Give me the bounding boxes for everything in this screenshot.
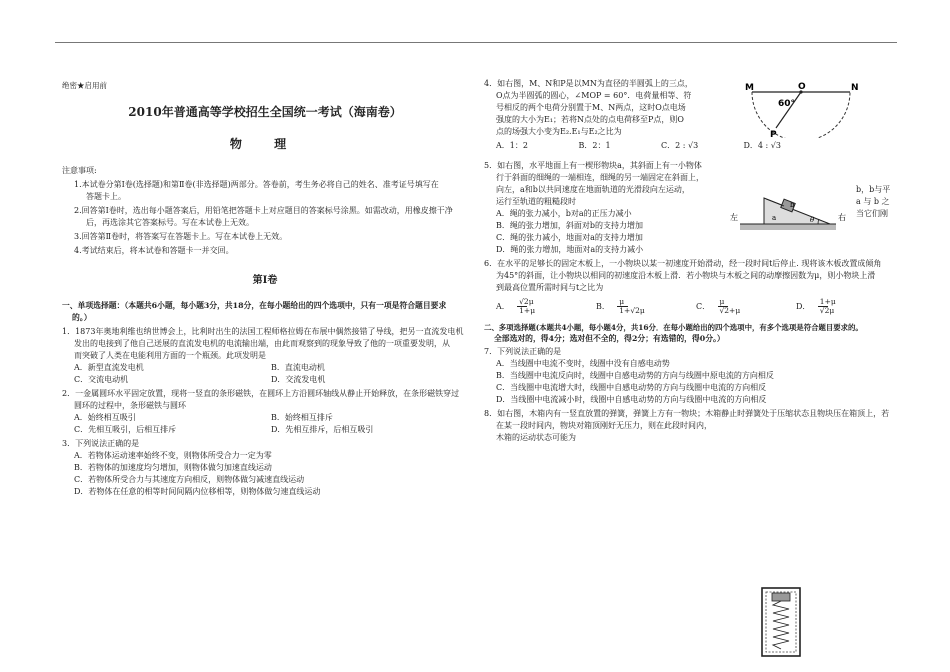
option: D．交流发电机 xyxy=(271,374,326,384)
note-item: 1.本试卷分第Ⅰ卷(选择题)和第Ⅱ卷(非选择题)两部分。答卷前，考生务必将自己的姓名、准考证号填写在 答题卡上。 xyxy=(74,180,439,202)
wedge-figure xyxy=(726,190,854,234)
option: C． $\frac{\mu}{√2+\mu}$ xyxy=(696,297,741,316)
question-5: 5．如右图，水平地面上有一楔形物块a，其斜面上有一小物体 行于斜面的细绳的一端相连，细绳的另一端固定在斜面上， 向左，a和b以共同速度在地面轨道的光滑段向左运动， 运行至轨道的粗糙段时 xyxy=(484,161,704,206)
option: B．当线圈中电流反向时，线圈中自感电动势的方向与线圈中原电流的方向相反 xyxy=(496,371,774,381)
note-item: 3.回答第Ⅱ卷时，将答案写在答题卡上。写在本试卷上无效。 xyxy=(74,232,288,242)
notes-title: 注意事项: xyxy=(62,166,97,176)
question-2: 2．一金属圆环水平固定放置，现将一竖直的条形磁铁，在圆环上方沿圆环轴线从静止开始释放，在条形磁铁穿过 圆环的过程中，条形磁铁与圆环 A．始终相互吸引 B．始终相互排斥 C．先相互吸引，后相互排斥 D．先相互排斥，后相互吸引 xyxy=(62,388,468,436)
question-4-options xyxy=(484,140,826,152)
section-one-heading: 一、单项选择题：（本题共6小题，每小题3分，共18分，在每小题给出的四个选项中，只有一项是符合题目要求 xyxy=(62,301,447,311)
subject-title: 物 理 xyxy=(229,137,301,152)
note-item: 4.考试结束后，将本试卷和答题卡一并交回。 xyxy=(74,246,234,256)
secret-mark: 绝密★启用前 xyxy=(62,81,107,90)
option: D．当线圈中电流减小时，线圈中自感电动势的方向与线圈中电流的方向相反 xyxy=(496,395,767,405)
option: B．绳的张力增加，斜面对b的支持力增加 xyxy=(496,221,643,230)
radius-op xyxy=(776,92,801,128)
option: B．若物体的加速度均匀增加，则物体做匀加速直线运动 xyxy=(74,462,272,472)
label-a: a xyxy=(772,214,777,222)
question-6-options xyxy=(484,298,896,316)
option: A．若物体运动速率始终不变，则物体所受合力一定为零 xyxy=(74,450,272,460)
label-o: O xyxy=(798,82,806,92)
left-column xyxy=(62,68,468,498)
option: A．1：2 xyxy=(496,141,528,150)
question-5-side-text: b，b与平 a 与 b 之 当它们刚 xyxy=(856,185,891,218)
semicircle-arc xyxy=(752,92,850,138)
block xyxy=(772,593,790,601)
option: D．绳的张力增加，地面对a的支持力减小 xyxy=(496,245,644,254)
option: A．当线圈中电流不变时，线圈中没有自感电动势 xyxy=(496,359,670,369)
question-8: 8．如右图，木箱内有一竖直放置的弹簧，弹簧上方有一物块；木箱静止时弹簧处于压缩状态且物块压在箱顶上，若 在某一段时间内，物块对箱顶刚好无压力，则在此段时间内， 木箱的运动状态可能为 xyxy=(484,409,890,443)
box-spring-figure xyxy=(760,586,802,658)
label-left: 左 xyxy=(730,213,738,222)
header-rule xyxy=(55,42,897,43)
option: C．先相互吸引，后相互排斥 xyxy=(74,424,177,434)
option: A． $\frac{√2\mu}{1+\mu}$ xyxy=(496,297,536,316)
option: C．当线圈中电流增大时，线圈中自感电动势的方向与线圈中电流的方向相反 xyxy=(496,383,767,393)
option: C．绳的张力减小，地面对a的支持力增加 xyxy=(496,233,643,242)
option: B．始终相互排斥 xyxy=(271,412,333,422)
option: A．绳的张力减小，b对a的正压力减小 xyxy=(496,209,632,218)
option: D． $\frac{1+\mu}{√2\mu}$ xyxy=(796,297,836,316)
part-one-title: 第Ⅰ卷 xyxy=(252,275,278,287)
label-p: P xyxy=(770,130,777,138)
option: D．若物体在任意的相等时间间隔内位移相等，则物体做匀速直线运动 xyxy=(74,486,321,496)
label-n: N xyxy=(851,83,859,93)
option: A．新型直流发电机 xyxy=(74,362,144,372)
section-two-heading: 二、多项选择题(本题共4小题，每小题4分，共16分．在每小题给出的四个选项中，有多个选项是符合题目要求的。 xyxy=(484,322,863,332)
question-4: 4．如右图，M、N和P是以MN为直径的半圆弧上的三点， O点为半圆弧的圆心，∠MOP = 60°．电荷量相等、符 号相反的两个电荷分别置于M、N两点，这时O点电场 强度的大小为E₁；若将N点处的点电荷移至P点，则O 点的场强大小变为E₂.E₁与E₂之比为 xyxy=(484,79,693,136)
option: A．始终相互吸引 xyxy=(74,412,136,422)
label-right: 右 xyxy=(838,213,846,222)
question-6: 6．在水平的足够长的固定木板上，一小物块以某一初速度开始滑动，经一段时间t后停止. 现将该木板改置成倾角 为45°的斜面，让小物块以相同的初速度沿木板上滑．若小物块与木板之间的动摩擦因数为μ，则小物块上滑 到最高位置所需时间与t之比为 xyxy=(484,259,882,292)
question-1-options xyxy=(62,362,468,386)
semicircle-figure xyxy=(740,80,860,138)
notes-list xyxy=(62,179,468,257)
section-one-heading-cont: 的。） xyxy=(72,312,92,322)
option: B．2：1 xyxy=(578,141,611,150)
option: C．若物体所受合力与其速度方向相反，则物体做匀减速直线运动 xyxy=(74,474,305,484)
ground xyxy=(740,224,836,230)
note-item: 2.回答第Ⅰ卷时，选出每小题答案后，用铅笔把答题卡上对应题目的答案标号涂黑。如需改动，用橡皮擦干净 后，再选涂其它答案标号。写在本试卷上无效。 xyxy=(74,206,453,228)
label-m: M xyxy=(745,83,754,93)
option: D．先相互排斥，后相互吸引 xyxy=(271,424,374,434)
angle-label: 60° xyxy=(778,99,796,109)
question-7: 7．下列说法正确的是 A．当线圈中电流不变时，线圈中没有自感电动势 B．当线圈中电流反向时，线圈中自感电动势的方向与线圈中原电流的方向相反 C．当线圈中电流增大时，线圈中自感电动势的方向与线圈中电流的方向相反 D．当线圈中电流减小时，线圈中自感电动势的方向与线圈中电流的方向相反 xyxy=(484,346,896,406)
exam-title: 2010年普通高等学校招生全国统一考试（海南卷） xyxy=(128,105,402,120)
option: C．交流电动机 xyxy=(74,374,129,384)
label-b: b xyxy=(790,201,795,209)
question-2-options xyxy=(62,412,468,436)
option: D．4 : √3 xyxy=(743,141,781,150)
option: C．2 : √3 xyxy=(661,141,699,150)
label-theta: θ xyxy=(810,216,815,224)
question-1: 1．1873年奥地利维也纳世博会上，比利时出生的法国工程师格拉姆在布展中偶然接错了导线，把另一直流发电机 发出的电接到了他自己送展的直流发电机的电流输出端，由此而观察到的现象导致了他的一项重要发明，从 而突破了人类在电能利用方面的一个瓶颈。此项发明是 A．新型直流发电机 B．直流电动机 C．交流电动机 D．交流发电机 xyxy=(62,326,468,386)
section-two-heading-cont: 全部选对的，得4分；选对但不全的，得2分；有选错的，得0分。） xyxy=(494,333,725,343)
option: B．直流电动机 xyxy=(271,362,325,372)
question-3: 3．下列说法正确的是 A．若物体运动速率始终不变，则物体所受合力一定为零 B．若物体的加速度均匀增加，则物体做匀加速直线运动 C．若物体所受合力与其速度方向相反，则物体做匀减速直线运动 D．若物体在任意的相等时间间隔内位移相等，则物体做匀速直线运动 xyxy=(62,438,468,498)
option: B． $\frac{\mu}{1+√2\mu}$ xyxy=(596,297,645,316)
